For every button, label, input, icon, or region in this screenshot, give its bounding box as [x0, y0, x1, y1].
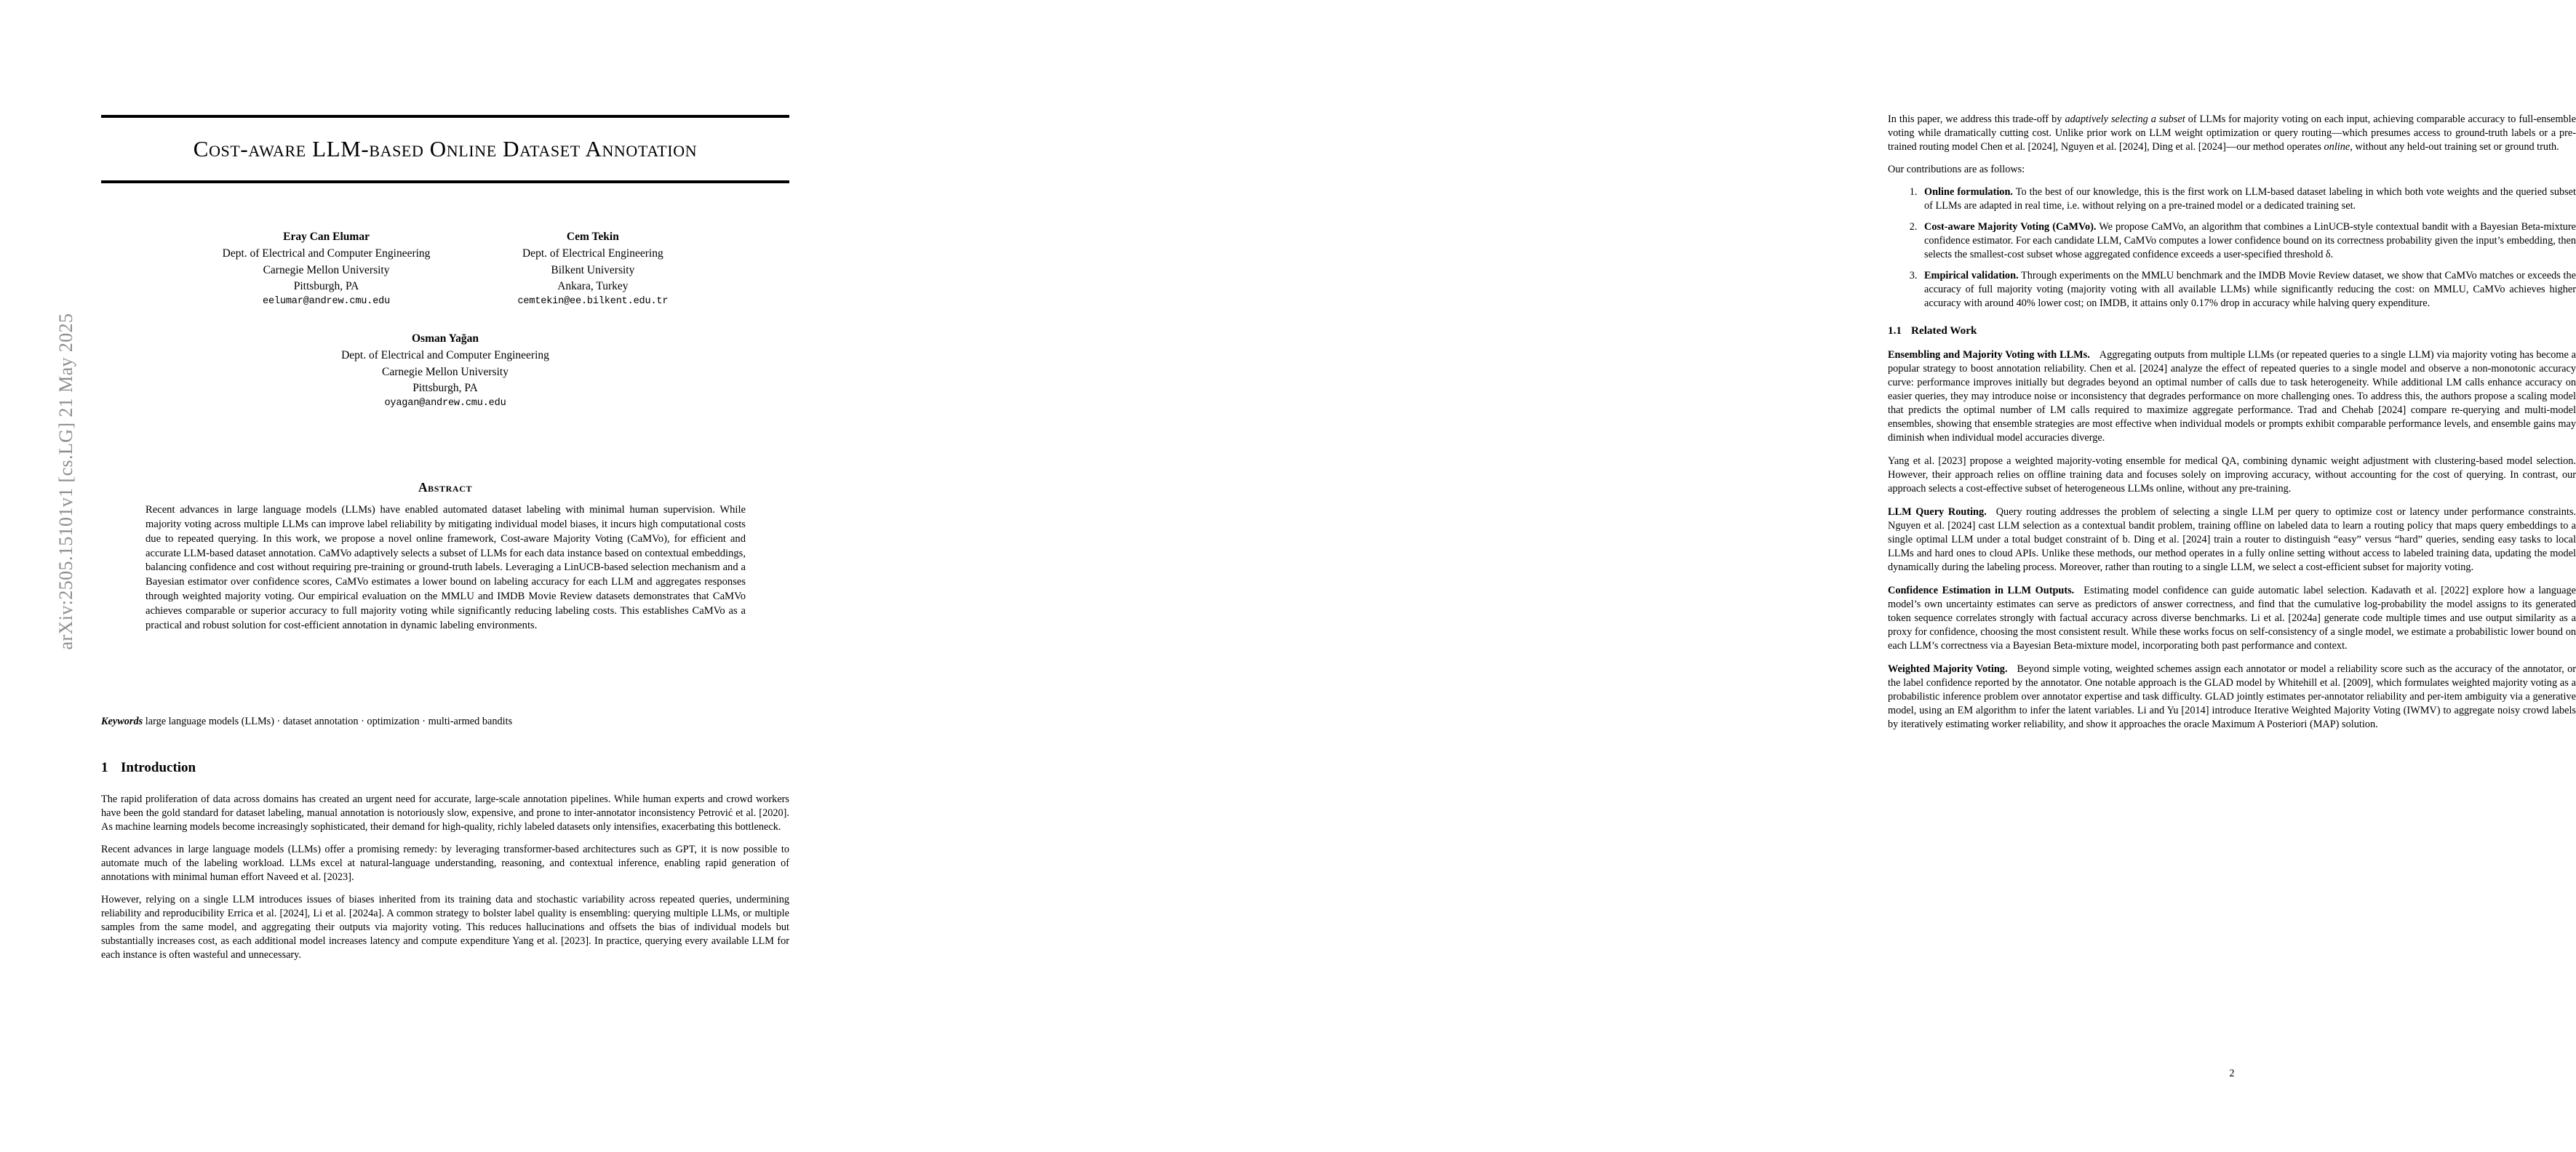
contributions-list: [1888, 185, 2576, 311]
author-location: Pittsburgh, PA: [412, 381, 478, 394]
author-dept: Dept. of Electrical and Computer Engineering: [341, 349, 549, 362]
runin-heading-query-routing: LLM Query Routing.: [1888, 506, 1987, 519]
paragraph-adaptive-selection: [1888, 113, 2576, 154]
runin-heading-ensembling: Ensembling and Majority Voting with LLMs.: [1888, 349, 2090, 361]
author-name: Eray Can Elumar: [283, 231, 370, 243]
section-title: Related Work: [1911, 324, 1977, 337]
section-title: Introduction: [121, 760, 196, 775]
keywords-items: large language models (LLMs) · dataset annotation · optimization · multi-armed bandits: [145, 716, 513, 727]
author-email[interactable]: eelumar@andrew.cmu.edu: [263, 296, 391, 308]
author-institution: Carnegie Mellon University: [382, 365, 509, 378]
paragraph-text: Query routing addresses the problem of selecting a single LLM per query to optimize cost or latency under performance constraints. Nguyen et al. [2024] cast LLM selection as a contextual bandit problem, training offline on labeled data to learn a routing policy that maps query embeddings to a single optimal LLM under a total budget constraint of b. Ding et al. [2024] train a router to distinguish “easy” versus “hard” queries, sending easy tasks to local LLMs and hard ones to cloud APIs. Unlike these methods, our method operates in a fully online setting without access to labeled training data, updating the model dynamically during the labeling process. Moreover, rather than routing to a single LLM, we select a cost-efficient subset for majority voting.: [1888, 506, 2576, 574]
paragraph: Recent advances in large language models (LLMs) offer a promising remedy: by leveraging transformer-based architectures such as GPT, it is now possible to automate much of the labeling workload. LLMs excel at natural-language understanding, reasoning, and contextual inference, enabling rapid generation of annotations with minimal human effort Naveed et al. [2023].: [101, 844, 789, 883]
paragraph-text: Estimating model confidence can guide automatic label selection. Kadavath et al. [2022] explore how a language model’s own uncertainty estimates can serve as predictors of answer correctness, and find that the cumulative log-probability the model assigns to its generated token sequence correlates strongly with factual accuracy across diverse benchmarks. Li et al. [2024a] generate code multiple times and use output similarity as a proxy for confidence, choosing the most consistent result. While these works focus on self-consistency of a single model, we estimate a probabilistic lower bound on each LLM’s correctness via a Bayesian Beta-mixture model, incorporating both past performance and context.: [1888, 585, 2576, 652]
contribution-lead: Online formulation.: [1924, 186, 2013, 198]
paragraph-confidence-estimation: [1888, 584, 2576, 653]
text-run: , without any held-out training set or ground truth.: [2350, 141, 2559, 153]
paragraph: The rapid proliferation of data across domains has created an urgent need for accurate, large-scale annotation pipelines. While human experts and crowd workers have been the gold standard for dataset labeling, manual annotation is notoriously slow, expensive, and prone to inter-annotator inconsistency Petrović et al. [2020]. As machine learning models become increasingly sophisticated, their demand for high-quality, richly labeled datasets only intensifies, exacerbating this bottleneck.: [101, 793, 789, 833]
arxiv-stamp: arXiv:2505.15101v1 [cs.LG] 21 May 2025: [55, 313, 76, 650]
page-title: Cost-aware LLM-based Online Dataset Annotation: [193, 136, 698, 161]
paragraph: However, relying on a single LLM introduces issues of biases inherited from its training data and stochastic variability across repeated queries, undermining reliability and reproducibility Errica et al. [2024], Li et al. [2024a]. A common strategy to bolster label quality is ensembling: querying multiple LLMs, or multiple samples from the same model, and aggregating their outputs via majority voting. This reduces hallucinations and offsets the bias of individual models but substantially increases cost, as each additional model increases latency and compute expenditure Yang et al. [2023]. In practice, querying every available LLM for each instance is often wasteful and unnecessary.: [101, 894, 789, 961]
page-left: [0, 0, 890, 1152]
page-number: 2: [2229, 1068, 2235, 1079]
author-location: Pittsburgh, PA: [293, 279, 359, 292]
right-column-body: [1888, 113, 2576, 741]
author-institution: Bilkent University: [551, 263, 635, 276]
author-dept: Dept. of Electrical and Computer Engineering: [222, 247, 431, 260]
text-run: of LLMs for majority voting on each input, achieving comparable accuracy to full-ensemble voting while dramatically cutting cost. Unlike prior work on LLM weight optimization or query routing—which presumes access to ground-truth labels or a pre-trained routing model Chen et al. [2024], Nguyen et al. [2024], Ding et al. [2024]—our method operates: [1888, 113, 2576, 153]
keywords-label: Keywords: [101, 716, 143, 727]
paragraph-text: Aggregating outputs from multiple LLMs (or repeated queries to a single LLM) via majority voting has become a popular strategy to boost annotation reliability. Chen et al. [2024] analyze the effect of repeated queries to a single model and observe a non-monotonic accuracy curve: performance improves initially but degrades beyond an optimal number of calls due to task heterogeneity. While additional LM calls enhance accuracy on easier queries, they may introduce noise or inconsistency that degrades performance on more challenging ones. To address this, the authors propose a scaling model that predicts the optimal number of LM calls required to maximize aggregate performance. Trad and Chehab [2024] compare re-querying and multi-model ensembles, showing that ensemble strategies are most effective when individual models or prompts exhibit comparable performance levels, and ensemble gains may diminish when individual model accuracies diverge.: [1888, 349, 2576, 444]
list-item: [1920, 185, 2576, 213]
paragraph-contributions-lead: Our contributions are as follows:: [1888, 164, 2025, 175]
contribution-lead: Empirical validation.: [1924, 270, 2019, 281]
author-name: Osman Yağan: [411, 332, 479, 345]
list-item: [1920, 269, 2576, 311]
emphasis-adaptively-selecting: adaptively selecting a subset: [2065, 113, 2185, 125]
abstract-heading: Abstract: [418, 480, 473, 495]
author-institution: Carnegie Mellon University: [263, 263, 390, 276]
author-dept: Dept. of Electrical Engineering: [522, 247, 663, 260]
list-item: [1920, 220, 2576, 262]
abstract-body: Recent advances in large language models (LLMs) have enabled automated dataset labeling with minimal human supervision. While majority voting across multiple LLMs can improve label reliability by mitigating individual model biases, it incurs high computational costs due to repeated querying. In this work, we propose a novel online framework, Cost-aware Majority Voting (CaMVo), for efficient and accurate LLM-based dataset annotation. CaMVo adaptively selects a subset of LLMs for each data instance based on contextual embeddings, balancing confidence and cost without requiring pre-training or ground-truth labels. Leveraging a LinUCB-based selection mechanism and a Bayesian estimator over confidence scores, CaMVo estimates a lower bound on labeling accuracy for each LLM and aggregates responses through weighted majority voting. Our empirical evaluation on the MMLU and IMDB Movie Review datasets demonstrates that CaMVo achieves comparable or superior accuracy to full majority voting while significantly reducing labeling costs. This establishes CaMVo as a practical and robust solution for cost-efficient annotation in dynamic labeling environments.: [145, 504, 746, 631]
runin-heading-confidence-estimation: Confidence Estimation in LLM Outputs.: [1888, 585, 2075, 597]
paragraph-ensembling: [1888, 348, 2576, 445]
author-location: Ankara, Turkey: [557, 279, 629, 292]
author-email[interactable]: cemtekin@ee.bilkent.edu.tr: [517, 296, 669, 308]
author-block-2: [517, 229, 668, 309]
paragraph-yang-weighted: [1888, 455, 2576, 496]
paragraph-query-routing: [1888, 505, 2576, 575]
runin-heading-weighted-majority-voting: Weighted Majority Voting.: [1888, 663, 2008, 676]
section-number: 1.1: [1888, 324, 1902, 337]
paragraph-text: Yang et al. [2023] propose a weighted majority-voting ensemble for medical QA, combining dynamic weight adjustment with clustering-based model selection. However, their approach relies on offline training data and focuses solely on improving accuracy, without accounting for the cost of querying. In contrast, our approach selects a cost-effective subset of heterogeneous LLMs online, without any pre-training.: [1888, 455, 2576, 495]
contribution-text: To the best of our knowledge, this is the first work on LLM-based dataset labeling in which both vote weights and the queried subset of LLMs are adapted in real time, i.e. without relying on a pre-trained model or a dedicated training set.: [1924, 186, 2576, 212]
introduction-body: [101, 793, 789, 971]
contribution-text: We propose CaMVo, an algorithm that combines a LinUCB-style contextual bandit with a Bayesian Beta-mixture confidence estimator. For each candidate LLM, CaMVo computes a lower confidence bound on its correctness probability given the input’s embedding, then selects the smallest-cost subset whose aggregated confidence exceeds a user-specified threshold δ.: [1924, 221, 2576, 260]
section-heading-related-work: [1888, 324, 2576, 338]
section-heading-introduction: [101, 760, 789, 776]
emphasis-online: online: [2324, 141, 2350, 153]
text-run: In this paper, we address this trade-off by: [1888, 113, 2065, 125]
page-right: [890, 0, 2576, 1152]
author-block-1: [223, 229, 431, 309]
title-rule-bottom: [101, 180, 789, 183]
contribution-text: Through experiments on the MMLU benchmark and the IMDB Movie Review dataset, we show that CaMVo matches or exceeds the accuracy of full majority voting (majority voting with all available LLMs) while significantly reducing the cost: on MMLU, CaMVo achieves higher accuracy with around 40% lower cost; on IMDB, it attains only 0.17% drop in accuracy while halving query expenditure.: [1924, 270, 2576, 309]
paragraph-text: Beyond simple voting, weighted schemes assign each annotator or model a reliability score such as the accuracy of the annotator, or the label confidence reported by the annotator. One notable approach is the GLAD model by Whitehill et al. [2009], which formulates weighted majority voting as a probabilistic inference problem over annotator expertise and task difficulty. GLAD jointly estimates per-annotator reliability and per-item ambiguity via a generative model, using an EM algorithm to infer the latent variables. Li and Yu [2014] introduce Iterative Weighted Majority Voting (IWMV) to aggregate noisy crowd labels by iteratively estimating worker reliability, and show it approaches the oracle Maximum A Posteriori (MAP) solution.: [1888, 663, 2576, 731]
paragraph-weighted-majority-voting: [1888, 663, 2576, 732]
title-block: [101, 115, 789, 183]
author-block-3: [101, 331, 789, 411]
keywords-line: [101, 715, 789, 729]
contribution-lead: Cost-aware Majority Voting (CaMVo).: [1924, 221, 2097, 233]
author-name: Cem Tekin: [566, 231, 619, 243]
author-email[interactable]: oyagan@andrew.cmu.edu: [384, 398, 506, 409]
authors-row: [101, 229, 789, 309]
section-number: 1: [101, 760, 108, 775]
